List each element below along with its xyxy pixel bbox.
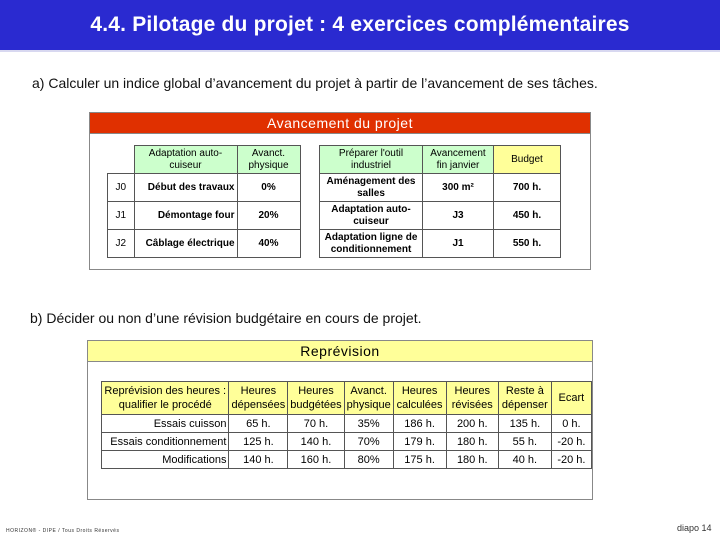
cell: 160 h. — [288, 451, 344, 469]
row-advance: J3 — [423, 202, 494, 230]
task-progress-table — [107, 145, 301, 258]
table-row — [320, 174, 561, 202]
budget-table — [319, 145, 561, 258]
col-header-budgeted: Heures budgétées — [288, 382, 344, 415]
table-row — [320, 230, 561, 258]
col-header-procedure: Reprévision des heures : qualifier le procédé — [102, 382, 229, 415]
reforecast-table — [101, 381, 592, 469]
cell: 179 h. — [393, 433, 446, 451]
table-row — [102, 415, 592, 433]
row-task: Adaptation ligne de conditionnement — [320, 230, 423, 258]
row-advance: 300 m² — [423, 174, 494, 202]
row-code: J0 — [108, 174, 135, 202]
cell: 0 h. — [551, 415, 591, 433]
cell: 55 h. — [498, 433, 551, 451]
row-task: Démontage four — [134, 202, 237, 230]
question-b: b) Décider ou non d’une révision budgétaire en cours de projet. — [30, 310, 422, 326]
cell: 70% — [344, 433, 393, 451]
col-header-progress: Avanct. physique — [344, 382, 393, 415]
slide-title: 4.4. Pilotage du projet : 4 exercices complémentaires — [0, 0, 720, 50]
cell: 70 h. — [288, 415, 344, 433]
cell: 125 h. — [229, 433, 288, 451]
col-header-advance: Avancement fin janvier — [423, 146, 494, 174]
row-budget: 700 h. — [494, 174, 561, 202]
cell: 135 h. — [498, 415, 551, 433]
row-code: J2 — [108, 230, 135, 258]
cell: 40 h. — [498, 451, 551, 469]
cell: Essais conditionnement — [102, 433, 229, 451]
cell: 180 h. — [446, 451, 498, 469]
row-budget: 450 h. — [494, 202, 561, 230]
row-budget: 550 h. — [494, 230, 561, 258]
table-row — [102, 451, 592, 469]
table-row — [320, 202, 561, 230]
copyright-footer: HORIZON® - DIPE / Tous Droits Réservés — [6, 528, 120, 534]
row-pct: 20% — [237, 202, 300, 230]
table-row — [108, 202, 301, 230]
cell: 175 h. — [393, 451, 446, 469]
table-row — [102, 433, 592, 451]
col-header-budget: Budget — [494, 146, 561, 174]
row-task: Adaptation auto-cuiseur — [320, 202, 423, 230]
progress-panel-heading: Avancement du projet — [90, 113, 590, 134]
reforecast-panel — [87, 340, 593, 500]
col-header-remaining: Reste à dépenser — [498, 382, 551, 415]
table-row — [108, 230, 301, 258]
row-task: Aménagement des salles — [320, 174, 423, 202]
row-code: J1 — [108, 202, 135, 230]
cell: 140 h. — [288, 433, 344, 451]
row-pct: 0% — [237, 174, 300, 202]
row-task: Début des travaux — [134, 174, 237, 202]
col-header-prepare: Préparer l'outil industriel — [320, 146, 423, 174]
cell: 65 h. — [229, 415, 288, 433]
row-advance: J1 — [423, 230, 494, 258]
col-header-progress: Avanct. physique — [237, 146, 300, 174]
cell: 186 h. — [393, 415, 446, 433]
col-header-calculated: Heures calculées — [393, 382, 446, 415]
cell: -20 h. — [551, 451, 591, 469]
cell: 180 h. — [446, 433, 498, 451]
col-header-spent: Heures dépensées — [229, 382, 288, 415]
progress-panel — [89, 112, 591, 270]
cell: 35% — [344, 415, 393, 433]
cell: 140 h. — [229, 451, 288, 469]
cell: Modifications — [102, 451, 229, 469]
question-a: a) Calculer un indice global d’avancement du projet à partir de l’avancement de ses tâches. — [32, 75, 598, 91]
slide-number: diapo 14 — [677, 523, 712, 533]
col-header-gap: Ecart — [551, 382, 591, 415]
col-header-task: Adaptation auto-cuiseur — [134, 146, 237, 174]
col-header-revised: Heures révisées — [446, 382, 498, 415]
cell: -20 h. — [551, 433, 591, 451]
cell: 200 h. — [446, 415, 498, 433]
title-divider — [0, 50, 720, 52]
row-pct: 40% — [237, 230, 300, 258]
cell: Essais cuisson — [102, 415, 229, 433]
row-task: Câblage électrique — [134, 230, 237, 258]
reforecast-panel-heading: Reprévision — [88, 341, 592, 362]
table-row — [108, 174, 301, 202]
cell: 80% — [344, 451, 393, 469]
